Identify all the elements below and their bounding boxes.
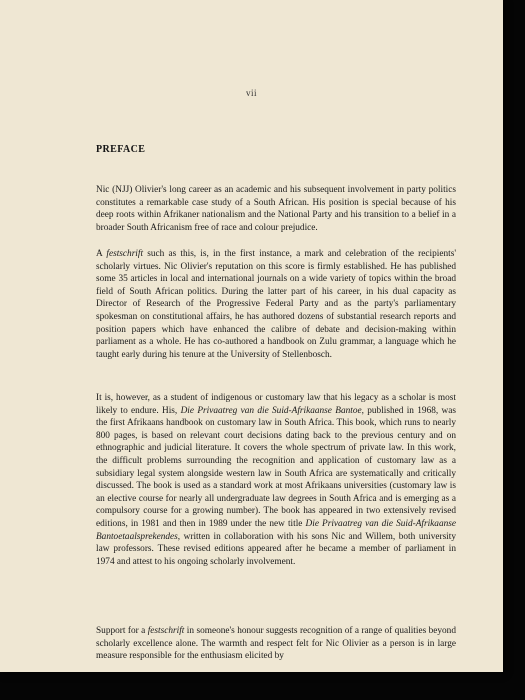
paragraph-customary-law — [96, 392, 456, 568]
italic-title-text: festschrift — [106, 249, 144, 259]
paragraph-text: such as this, is, in the first instance, a mark and celebration of the recipients' scholarly virtues. Nic Olivier's reputation on this score is firmly established. He has published some 35 articles in local and international journals on a wide variety of topics within the broad field of South African politics. During the latter part of his career, in his dual capacity as Director of Research of the Progressive Federal Party and as the party's parliamentary spokesman on constitutional affairs, he has authored dozens of substantial research reports and position papers which have enhanced the calibre of debate and decision-making within parliament as a whole. He has co-authored a handbook on Zulu grammar, a language which he taught early during his tenure at the University of Stellenbosch. — [96, 249, 456, 360]
paragraph-support — [96, 625, 456, 663]
paragraph-text: , published in 1968, was the first Afrikaans handbook on customary law in South Africa. This book, which runs to nearly 800 pages, is based on relevant court decisions dating back to the previous century and on ethnographic and judicial literature. It covers the whole spectrum of private law. In this work, the difficult problems surrounding the recognition and application of customary law as a subsidiary legal system alongside western law in South Africa are systematically and critically discussed. The book is used as a standard work at most Afrikaans universities (customary law is an elective course for nearly all undergraduate law degrees in South Africa and is emerging as a compulsory course for a growing number). The book has appeared in two extensively revised editions, in 1981 and then in 1989 under the new title — [96, 405, 456, 529]
paragraph-text: A — [96, 249, 107, 259]
paragraph-text: , written in collaboration with his sons Nic and Willem, both university law professors. These revised editions appeared after he became a member of parliament in 1974 and attest to his ongoing scholarly involvement. — [96, 531, 456, 567]
paragraph-intro — [96, 184, 456, 234]
paragraph-text: It is, however, as a student of indigenous or customary law that his legacy as a scholar is most likely to endure. His, — [96, 393, 456, 416]
italic-title-text: Die Privaatreg van die Suid-Afrikaanse Bantoe — [180, 405, 362, 416]
paragraph-festschrift — [96, 248, 456, 361]
paragraph-text: Nic (NJJ) Olivier's long career as an academic and his subsequent involvement in party politics constitutes a remarkable case study of a South African. His position is special because of his deep roots within Afrikaner nationalism and the National Party and his transition to a belief in a broader South Africanism free of race and colour prejudice. — [96, 185, 456, 233]
italic-title-text: festschrift — [147, 626, 185, 636]
preface-heading: PREFACE — [96, 144, 146, 155]
paragraph-text: in someone's honour suggests recognition of a range of qualities beyond scholarly excellence alone. The warmth and respect felt for Nic Olivier as a person is in large measure responsible for the enthusiasm elicited by — [96, 626, 456, 662]
italic-title-text: Die Privaatreg van die Suid-Afrikaanse Bantoetaalsprekendes — [96, 518, 456, 542]
paragraph-text: Support for a — [96, 626, 148, 636]
page-number: vii — [245, 88, 257, 98]
